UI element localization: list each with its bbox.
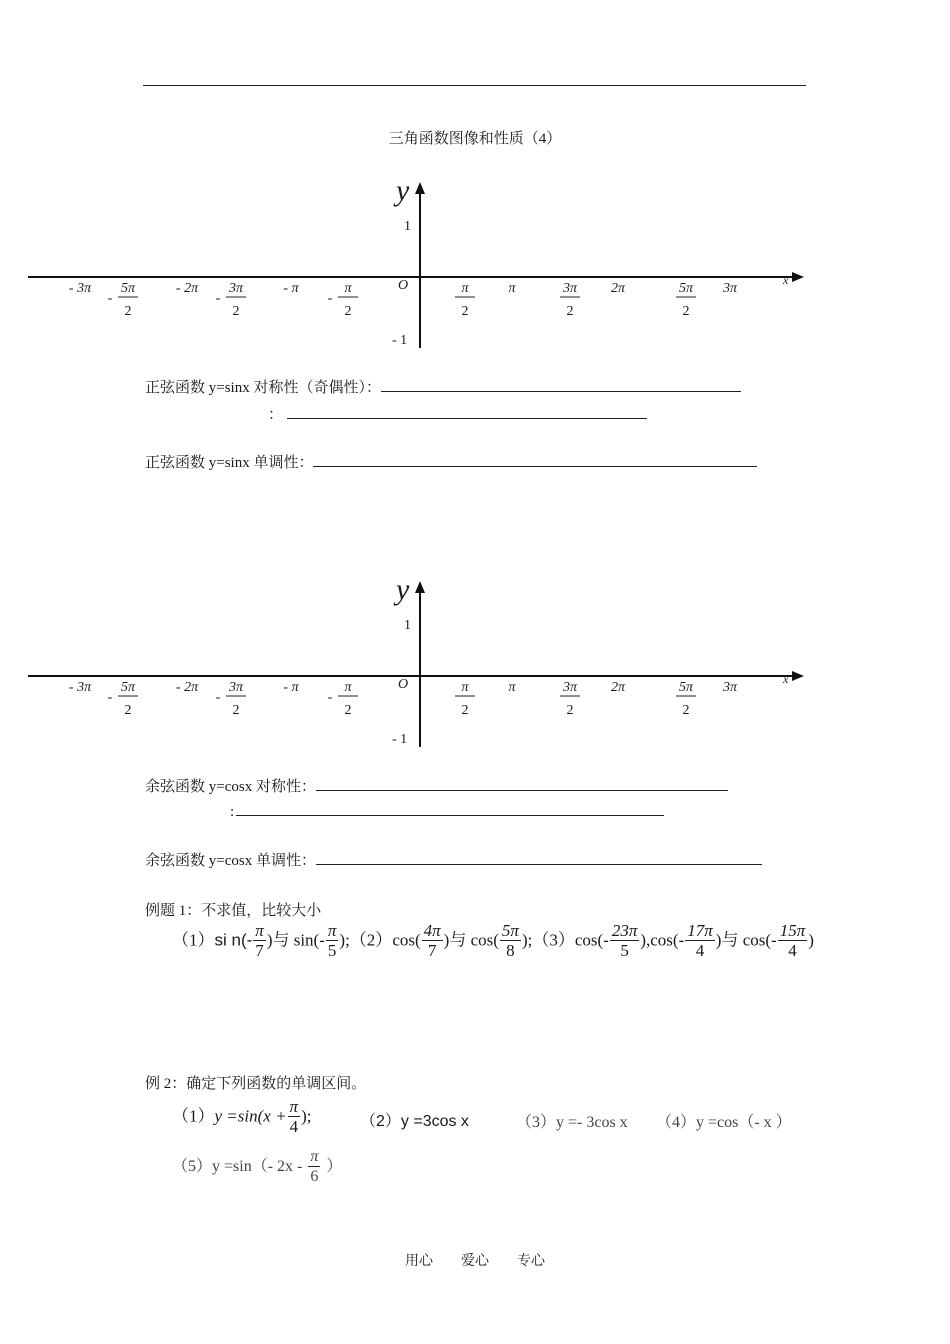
y-axis-arrow: [415, 182, 425, 194]
ex2-frac-pi-6: $\frac{\pi}{6}$: [310, 1148, 319, 1185]
x-axis-label: x: [783, 273, 789, 287]
example2-item1: [172, 1098, 311, 1137]
sine-symmetry-row: [145, 376, 741, 397]
ex1-yu1: )与 sin(-: [266, 930, 325, 950]
y-tick-label: - 1: [392, 732, 408, 747]
ex1-frac-23pi-5: $\frac{23\pi}{5}$: [611, 921, 638, 960]
cosine-axis-graph: [0, 569, 950, 754]
sine-axis-graph: [0, 170, 950, 355]
sine-symmetry-sub-colon: ：: [268, 407, 284, 423]
sine-symmetry-blank[interactable]: [381, 377, 741, 392]
x-tick-numerator: 5π: [678, 680, 694, 695]
y-tick-label: - 1: [392, 333, 408, 348]
ex2-item1-expr: y =sin(x +: [214, 1106, 287, 1126]
x-tick-label: - π: [283, 680, 299, 695]
ex2-frac-pi-4: $\frac{\pi}{4}$: [289, 1097, 299, 1136]
x-tick-denominator: 2: [461, 304, 469, 319]
x-tick-sign: -: [327, 690, 333, 705]
cosine-symmetry-blank[interactable]: [316, 776, 728, 791]
x-tick-sign: -: [107, 690, 113, 705]
ex1-frac-pi-5: $\frac{\pi}{5}$: [327, 921, 337, 960]
example1-expressions: [172, 922, 814, 961]
ex1-frac-pi-7: $\frac{\pi}{7}$: [255, 921, 264, 960]
footer-motto: 用心 爱心 专心: [405, 1254, 545, 1269]
x-tick-denominator: 2: [682, 304, 690, 319]
x-tick-numerator: 5π: [120, 281, 136, 296]
sine-monotonic-label: 正弦函数 y=sinx 单调性：: [145, 455, 314, 471]
x-tick-numerator: π: [344, 281, 352, 296]
x-tick-label: 2π: [610, 680, 626, 695]
y-axis-label: y: [396, 174, 410, 207]
x-tick-denominator: 2: [232, 703, 240, 718]
sine-monotonic-blank[interactable]: [313, 452, 757, 467]
origin-label: O: [398, 677, 409, 692]
x-tick-label: π: [508, 680, 516, 695]
cosine-symmetry-label: 余弦函数 y=cosx 对称性：: [145, 779, 316, 795]
y-tick-label: 1: [404, 219, 411, 234]
x-tick-numerator: 3π: [562, 281, 578, 296]
cosine-monotonic-label: 余弦函数 y=cosx 单调性：: [145, 853, 316, 869]
x-tick-label: - 3π: [68, 680, 92, 695]
ex2-item1-label: （1）: [172, 1106, 215, 1126]
x-tick-denominator: 2: [344, 304, 352, 319]
cosine-monotonic-row: [145, 849, 762, 870]
ex2-item2: （2）y =3cos x: [360, 1113, 469, 1130]
x-tick-numerator: 5π: [678, 281, 694, 296]
x-tick-sign: -: [215, 291, 221, 306]
x-tick-denominator: 2: [566, 304, 574, 319]
x-axis-arrow: [792, 671, 804, 681]
sine-symmetry-sub-blank[interactable]: [287, 404, 647, 419]
y-tick-label: 1: [404, 618, 411, 633]
ex1-part1-label: （1）: [172, 930, 215, 950]
example1-heading: 例题 1：不求值，比较大小: [145, 903, 322, 919]
sine-symmetry-label: 正弦函数 y=sinx 对称性（奇偶性）：: [145, 380, 381, 396]
x-tick-denominator: 2: [461, 703, 469, 718]
header-rule: [143, 85, 806, 86]
x-tick-denominator: 2: [682, 703, 690, 718]
x-tick-numerator: π: [461, 281, 469, 296]
ex2-item5-close: ）: [326, 1158, 343, 1176]
x-tick-numerator: 5π: [120, 680, 136, 695]
sine-monotonic-row: [145, 451, 757, 472]
example2-heading: 例 2：确定下列函数的单调区间。: [145, 1076, 367, 1092]
x-tick-sign: -: [107, 291, 113, 306]
ex2-item1-close: );: [301, 1106, 312, 1126]
x-tick-label: - 3π: [68, 281, 92, 296]
cosine-symmetry-sub-blank[interactable]: [236, 801, 664, 816]
x-axis-arrow: [792, 272, 804, 282]
ex1-yu3: )与 cos(-: [715, 930, 777, 950]
ex2-item4: （4）y =cos（- x ）: [656, 1114, 792, 1131]
ex1-frac-15pi-4: $\frac{15\pi}{4}$: [779, 921, 806, 960]
ex1-frac-5pi-8: $\frac{5\pi}{8}$: [501, 921, 519, 960]
cosine-symmetry-sub-colon: :: [230, 804, 235, 820]
example2-item5: [172, 1148, 342, 1187]
y-axis-arrow: [415, 581, 425, 593]
ex2-item3: （3）y =- 3cos x: [516, 1114, 628, 1131]
x-tick-label: - 2π: [175, 680, 199, 695]
ex1-frac-17pi-4: $\frac{17\pi}{4}$: [687, 921, 713, 960]
x-tick-denominator: 2: [232, 304, 240, 319]
ex1-part3-label: );（3）cos(-: [521, 930, 609, 950]
x-tick-label: 3π: [722, 680, 738, 695]
x-tick-denominator: 2: [124, 703, 132, 718]
x-tick-numerator: 3π: [228, 281, 244, 296]
x-tick-label: - π: [283, 281, 299, 296]
cosine-symmetry-row: [145, 775, 728, 796]
cosine-symmetry-sub-row: [230, 801, 664, 821]
ex1-cos-open: cos(: [392, 930, 421, 950]
cosine-monotonic-blank[interactable]: [316, 850, 762, 865]
y-axis-label: y: [396, 573, 410, 606]
x-tick-label: 3π: [722, 281, 738, 296]
sine-symmetry-sub-row: [268, 403, 647, 424]
ex1-sin-open: si n(-: [214, 930, 253, 950]
x-tick-numerator: π: [461, 680, 469, 695]
x-tick-numerator: 3π: [562, 680, 578, 695]
origin-label: O: [398, 278, 409, 293]
x-axis-label: x: [783, 672, 789, 686]
x-tick-numerator: 3π: [228, 680, 244, 695]
page-title: 三角函数图像和性质（4）: [388, 131, 562, 147]
x-tick-numerator: π: [344, 680, 352, 695]
x-tick-denominator: 2: [566, 703, 574, 718]
ex1-yu2: )与 cos(: [443, 930, 499, 950]
ex1-frac-4pi-7: $\frac{4\pi}{7}$: [423, 921, 441, 960]
ex2-item5-expr: （5）y =sin（- 2x -: [172, 1158, 303, 1176]
x-tick-denominator: 2: [124, 304, 132, 319]
x-tick-label: 2π: [610, 281, 626, 296]
x-tick-sign: -: [327, 291, 333, 306]
ex1-part2-label: );（2）: [339, 930, 393, 950]
x-tick-label: - 2π: [175, 281, 199, 296]
ex1-end: ): [808, 930, 814, 950]
x-tick-label: π: [508, 281, 516, 296]
ex1-c2: ),cos(-: [640, 930, 685, 950]
x-tick-sign: -: [215, 690, 221, 705]
x-tick-denominator: 2: [344, 703, 352, 718]
